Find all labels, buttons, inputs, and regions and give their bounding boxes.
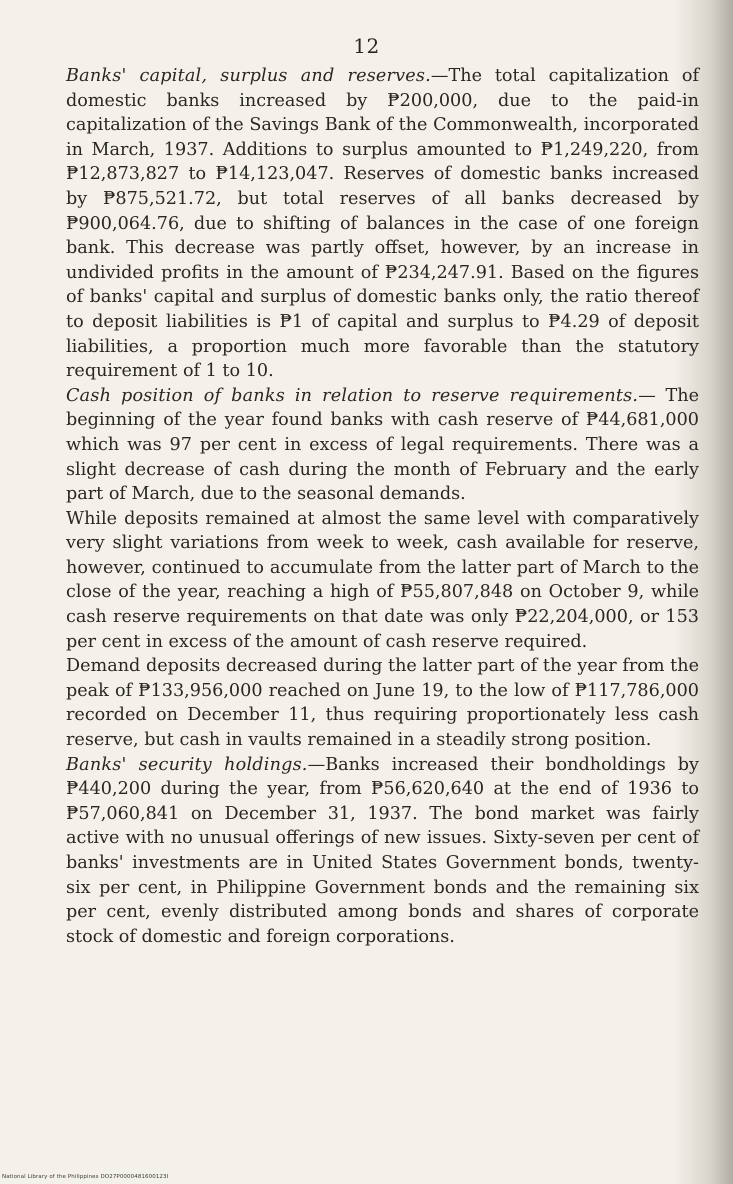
paragraph-body: Demand deposits decreased during the latter part of the year from the peak of ₱133,956,000 reached on June 19, to the low of ₱117,786,000 recorded on December 11, thus requiring proportionately less cash reserve, but cash in vaults remained in a steadily strong position. (66, 656, 699, 751)
section-heading-capital: Banks' capital, surplus and reserves. (66, 66, 431, 86)
page-number: 12 (353, 34, 380, 58)
paragraph-deposits-level (66, 507, 699, 655)
paragraph-body: —The total capitalization of domestic banks increased by ₱200,000, due to the paid-in capitalization of the Savings Bank of the Commonwealth, incorporated in March, 1937. Additions to surplus amounted to ₱1,249,220, from ₱12,873,827 to ₱14,123,047. Reserves of domestic banks increased by ₱875,521.72, but total reserves of all banks decreased by ₱900,064.76, due to shifting of balances in the case of one foreign bank. This decrease was partly offset, however, by an increase in undivided profits in the amount of ₱234,247.91. Based on the figures of banks' capital and surplus of domestic banks only, the ratio thereof to deposit liabilities is ₱1 of capital and surplus to ₱4.29 of deposit liabilities, a proportion much more favorable than the statutory requirement of 1 to 10. (66, 66, 699, 382)
section-heading-security-holdings: Banks' security holdings. (66, 754, 308, 775)
paragraph-security-holdings (66, 753, 699, 950)
scan-footer-watermark: National Library of the Philippines DO27P0000481600123I (2, 1174, 169, 1180)
paragraph-body: —Banks increased their bondholdings by ₱440,200 during the year, from ₱56,620,640 at the end of 1936 to ₱57,060,841 on December 31, 1937. The bond market was fairly active with no unusual offerings of new issues. Sixty-seven per cent of banks' investments are in United States Government bonds, twenty-six per cent, in Philippine Government bonds and the remaining six per cent, evenly distributed among bonds and shares of corporate stock of domestic and foreign corporations. (66, 754, 699, 947)
section-heading-cash-position: Cash position of banks in relation to reserve requirements. (66, 385, 639, 406)
paragraph-body: While deposits remained at almost the same level with comparatively very slight variations from week to week, cash available for reserve, however, continued to accumulate from the latter part of March to the close of the year, reaching a high of ₱55,807,848 on October 9, while cash reserve requirements on that date was only ₱22,204,000, or 153 per cent in excess of the amount of cash reserve required. (66, 508, 699, 652)
paragraph-demand-deposits (66, 654, 699, 752)
body-text (66, 64, 699, 949)
paragraph-cash-position (66, 384, 699, 507)
paragraph-body: — The beginning of the year found banks with cash reserve of ₱44,681,000 which was 97 per cent in excess of legal requirements. There was a slight decrease of cash during the month of February and the early part of March, due to the seasonal demands. (66, 385, 699, 505)
paragraph-capital-surplus-reserves (66, 64, 699, 384)
